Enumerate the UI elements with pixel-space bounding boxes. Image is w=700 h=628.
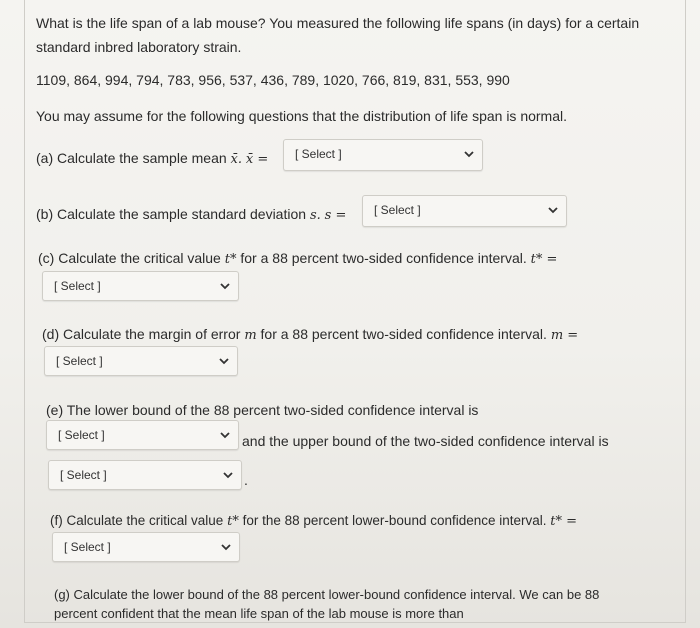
part-a-select[interactable]	[283, 139, 483, 171]
part-g-line-2: percent confident that the mean life span of the lab mouse is more than	[54, 606, 464, 621]
question-line-1: What is the life span of a lab mouse? You measured the following life spans (in days) for a certain	[36, 15, 640, 31]
part-b-prompt	[36, 204, 346, 226]
part-d-text: (d) Calculate the margin of error	[42, 326, 241, 342]
part-a-select-value: [ Select ]	[295, 147, 342, 161]
part-c-equals: t* =	[530, 252, 558, 267]
part-b-symbol: s.	[309, 208, 321, 223]
part-f-prompt	[50, 511, 577, 532]
part-d-symbol: m	[244, 328, 257, 343]
part-e-lower-select[interactable]	[46, 420, 239, 450]
part-d-select[interactable]	[44, 346, 238, 376]
part-b-select[interactable]	[362, 195, 567, 227]
chevron-down-icon	[464, 149, 474, 159]
part-c-text-2: for a 88 percent two-sided confidence interval.	[240, 250, 527, 266]
part-b-select-value: [ Select ]	[374, 203, 421, 217]
part-e-upper-select[interactable]	[48, 460, 242, 490]
part-c-symbol: t*	[224, 252, 237, 267]
part-b-equals: s =	[324, 208, 347, 223]
part-c-text: (c) Calculate the critical value	[38, 250, 221, 266]
part-e-middle-text: and the upper bound of the two-sided confidence interval is	[242, 433, 609, 449]
part-d-select-value: [ Select ]	[56, 354, 103, 368]
chevron-down-icon	[220, 281, 230, 291]
part-g-line-1: (g) Calculate the lower bound of the 88 percent lower-bound confidence interval. We can be 88	[54, 587, 600, 602]
part-c-prompt	[38, 248, 557, 270]
part-c-select-value: [ Select ]	[54, 279, 101, 293]
part-f-text-2: for the 88 percent lower-bound confidence interval.	[242, 513, 547, 528]
part-d-prompt	[42, 324, 578, 346]
lifespan-data: 1109, 864, 994, 794, 783, 956, 537, 436, 789, 1020, 766, 819, 831, 553, 990	[36, 72, 510, 88]
chevron-down-icon	[219, 356, 229, 366]
part-e-lower-select-value: [ Select ]	[58, 428, 105, 442]
part-e-upper-select-value: [ Select ]	[60, 468, 107, 482]
part-d-text-2: for a 88 percent two-sided confidence interval.	[260, 326, 547, 342]
chevron-down-icon	[220, 430, 230, 440]
chevron-down-icon	[223, 470, 233, 480]
part-f-select[interactable]	[52, 532, 240, 562]
chevron-down-icon	[221, 542, 231, 552]
part-a-equals: x̄ =	[245, 152, 269, 167]
normality-assumption: You may assume for the following questions that the distribution of life span is normal.	[36, 108, 567, 124]
part-d-equals: m =	[550, 328, 579, 343]
part-a-symbol: x̄.	[230, 152, 243, 167]
part-f-symbol: t*	[227, 514, 239, 529]
question-line-2: standard inbred laboratory strain.	[36, 39, 242, 55]
part-f-text: (f) Calculate the critical value	[50, 513, 224, 528]
part-b-text: (b) Calculate the sample standard deviation	[36, 206, 307, 222]
part-a-prompt	[36, 148, 268, 170]
part-f-equals: t* =	[550, 514, 578, 529]
part-a-text: (a) Calculate the sample mean	[36, 150, 227, 166]
part-e-prompt: (e) The lower bound of the 88 percent two-sided confidence interval is	[46, 402, 479, 418]
part-e-period: .	[244, 472, 248, 488]
part-c-select[interactable]	[42, 271, 239, 301]
chevron-down-icon	[548, 205, 558, 215]
part-f-select-value: [ Select ]	[64, 540, 111, 554]
